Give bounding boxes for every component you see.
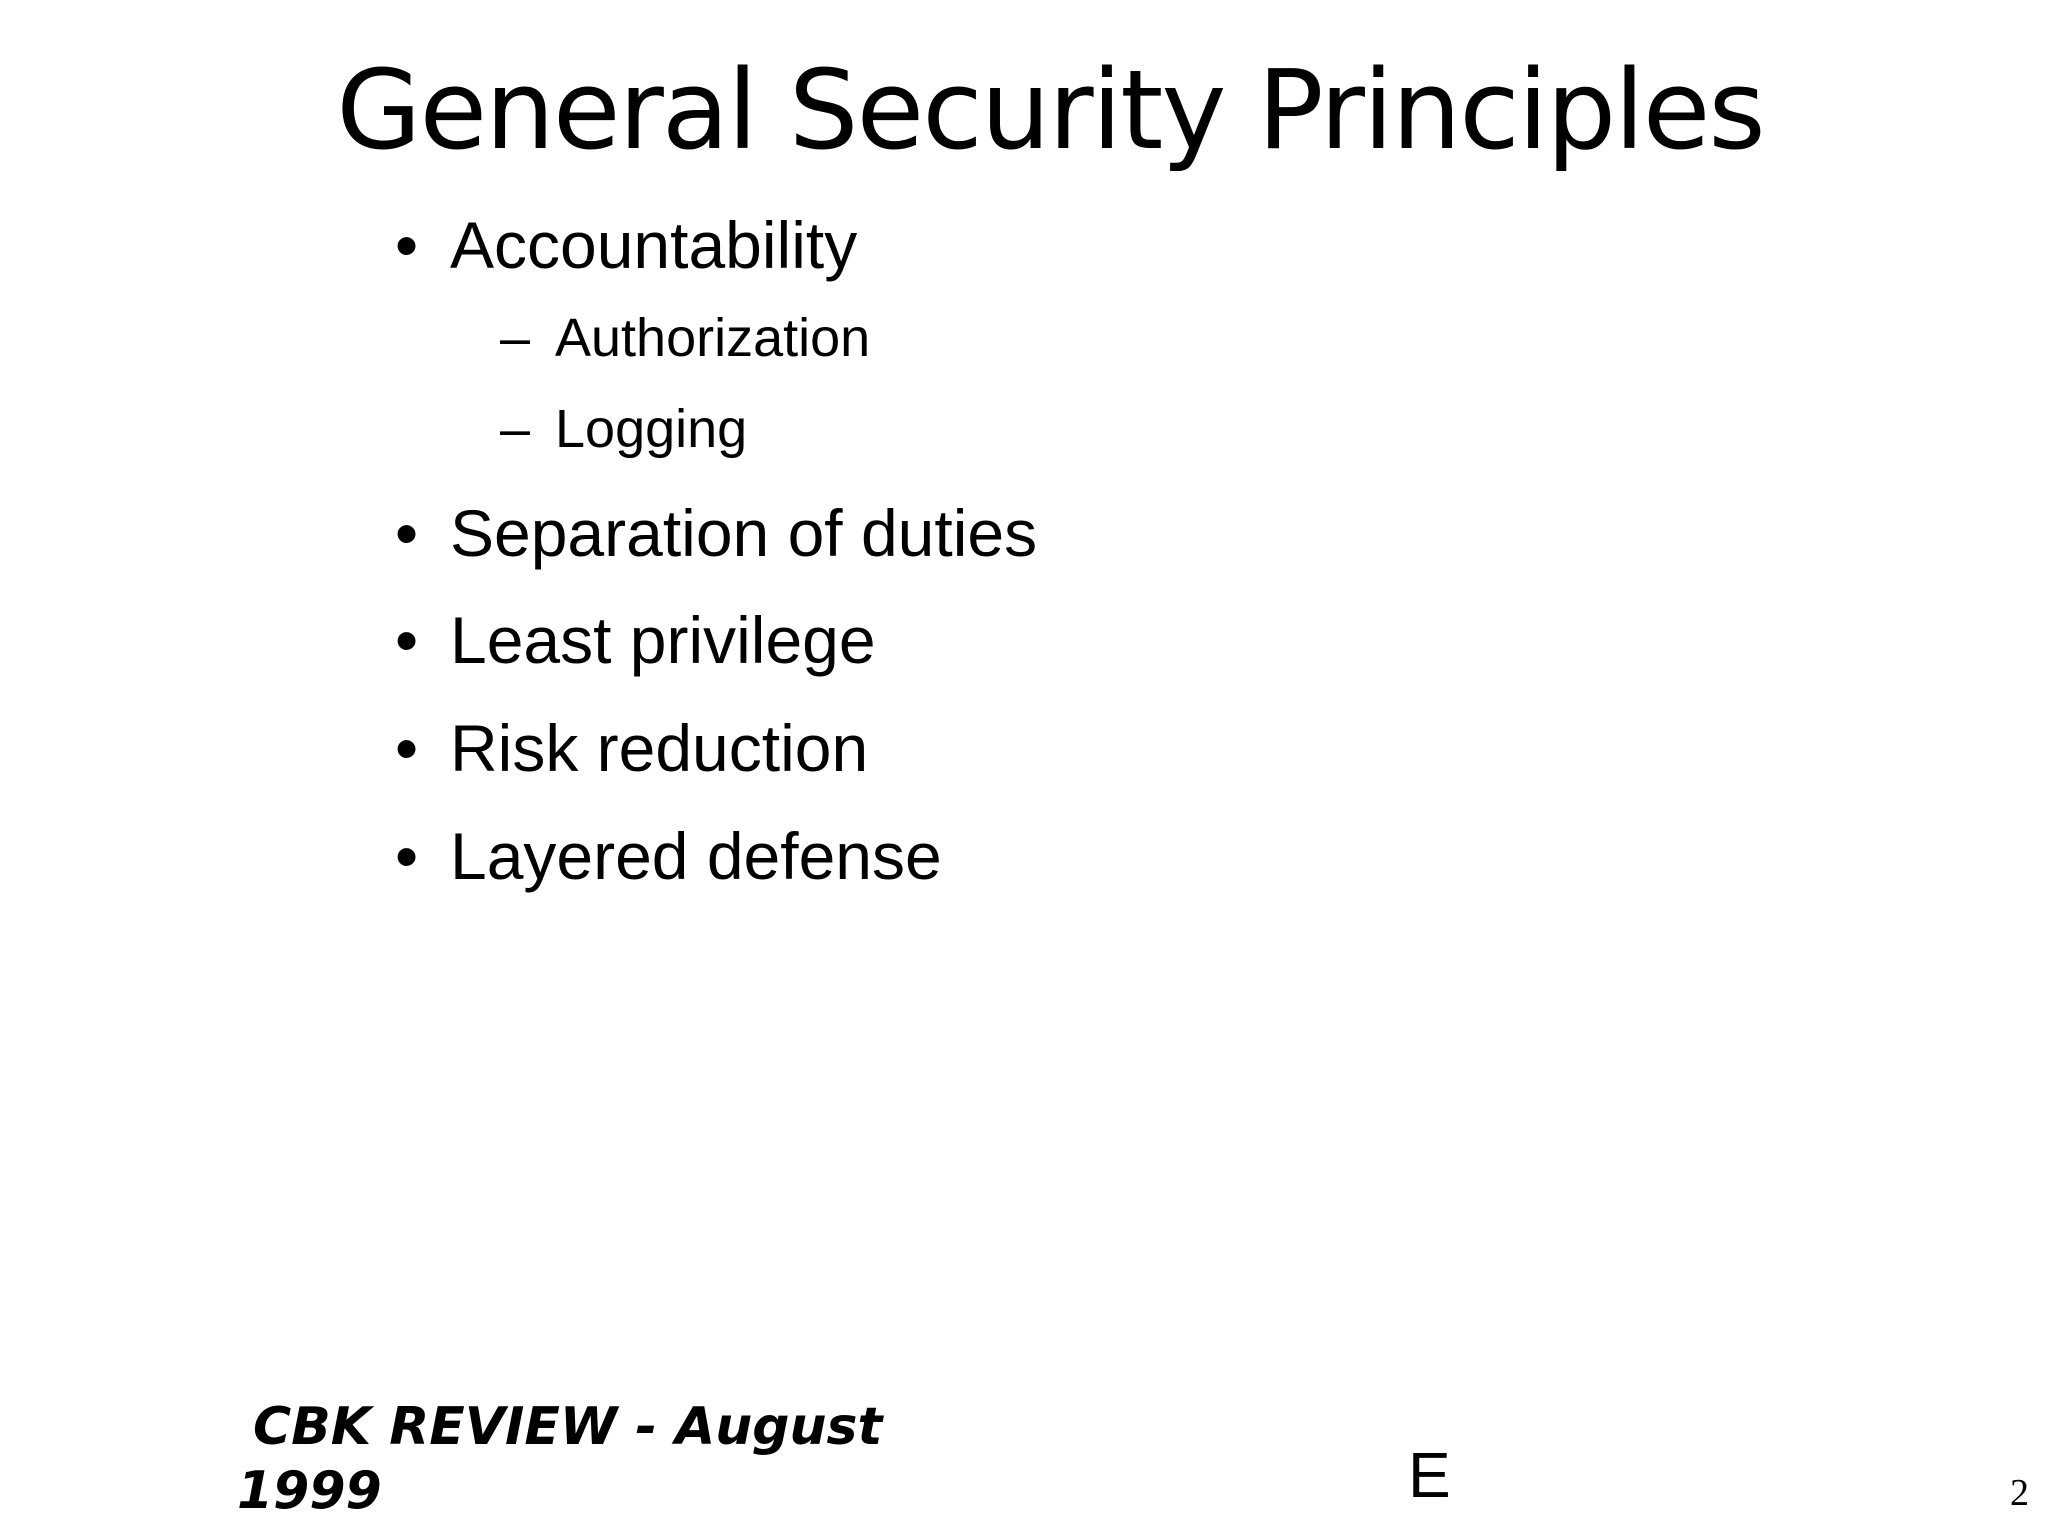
bullet-marker: • bbox=[395, 496, 419, 570]
bullet-list bbox=[395, 0, 1795, 1000]
bullet-item bbox=[395, 493, 1037, 573]
bullet-marker: • bbox=[395, 711, 419, 785]
bullet-item bbox=[395, 205, 857, 285]
bullet-marker: • bbox=[395, 208, 419, 282]
bullet-text: Least privilege bbox=[450, 603, 876, 677]
sub-bullet-marker: – bbox=[500, 308, 531, 368]
bullet-item bbox=[395, 816, 942, 896]
page-number: 2 bbox=[2010, 1472, 2029, 1514]
footer-source bbox=[237, 1395, 937, 1523]
sub-bullet-marker: – bbox=[500, 399, 531, 459]
bullet-item bbox=[395, 600, 876, 680]
sub-bullet-text: Authorization bbox=[555, 308, 871, 368]
bullet-marker: • bbox=[395, 819, 419, 893]
bullet-text: Separation of duties bbox=[450, 496, 1038, 570]
sub-bullet-item bbox=[500, 396, 747, 462]
bullet-item bbox=[395, 708, 868, 788]
bullet-marker: • bbox=[395, 603, 419, 677]
bullet-text: Accountability bbox=[450, 208, 858, 282]
slide-title: General Security Principles bbox=[336, 46, 1764, 174]
sub-bullet-item bbox=[500, 305, 870, 371]
bullet-text: Layered defense bbox=[450, 819, 942, 893]
footer-letter: E bbox=[1408, 1439, 1451, 1511]
footer-source-line2: 1999 bbox=[237, 1461, 382, 1521]
sub-bullet-text: Logging bbox=[555, 399, 748, 459]
footer-source-line1: CBK REVIEW - August bbox=[253, 1397, 883, 1457]
bullet-text: Risk reduction bbox=[450, 711, 869, 785]
